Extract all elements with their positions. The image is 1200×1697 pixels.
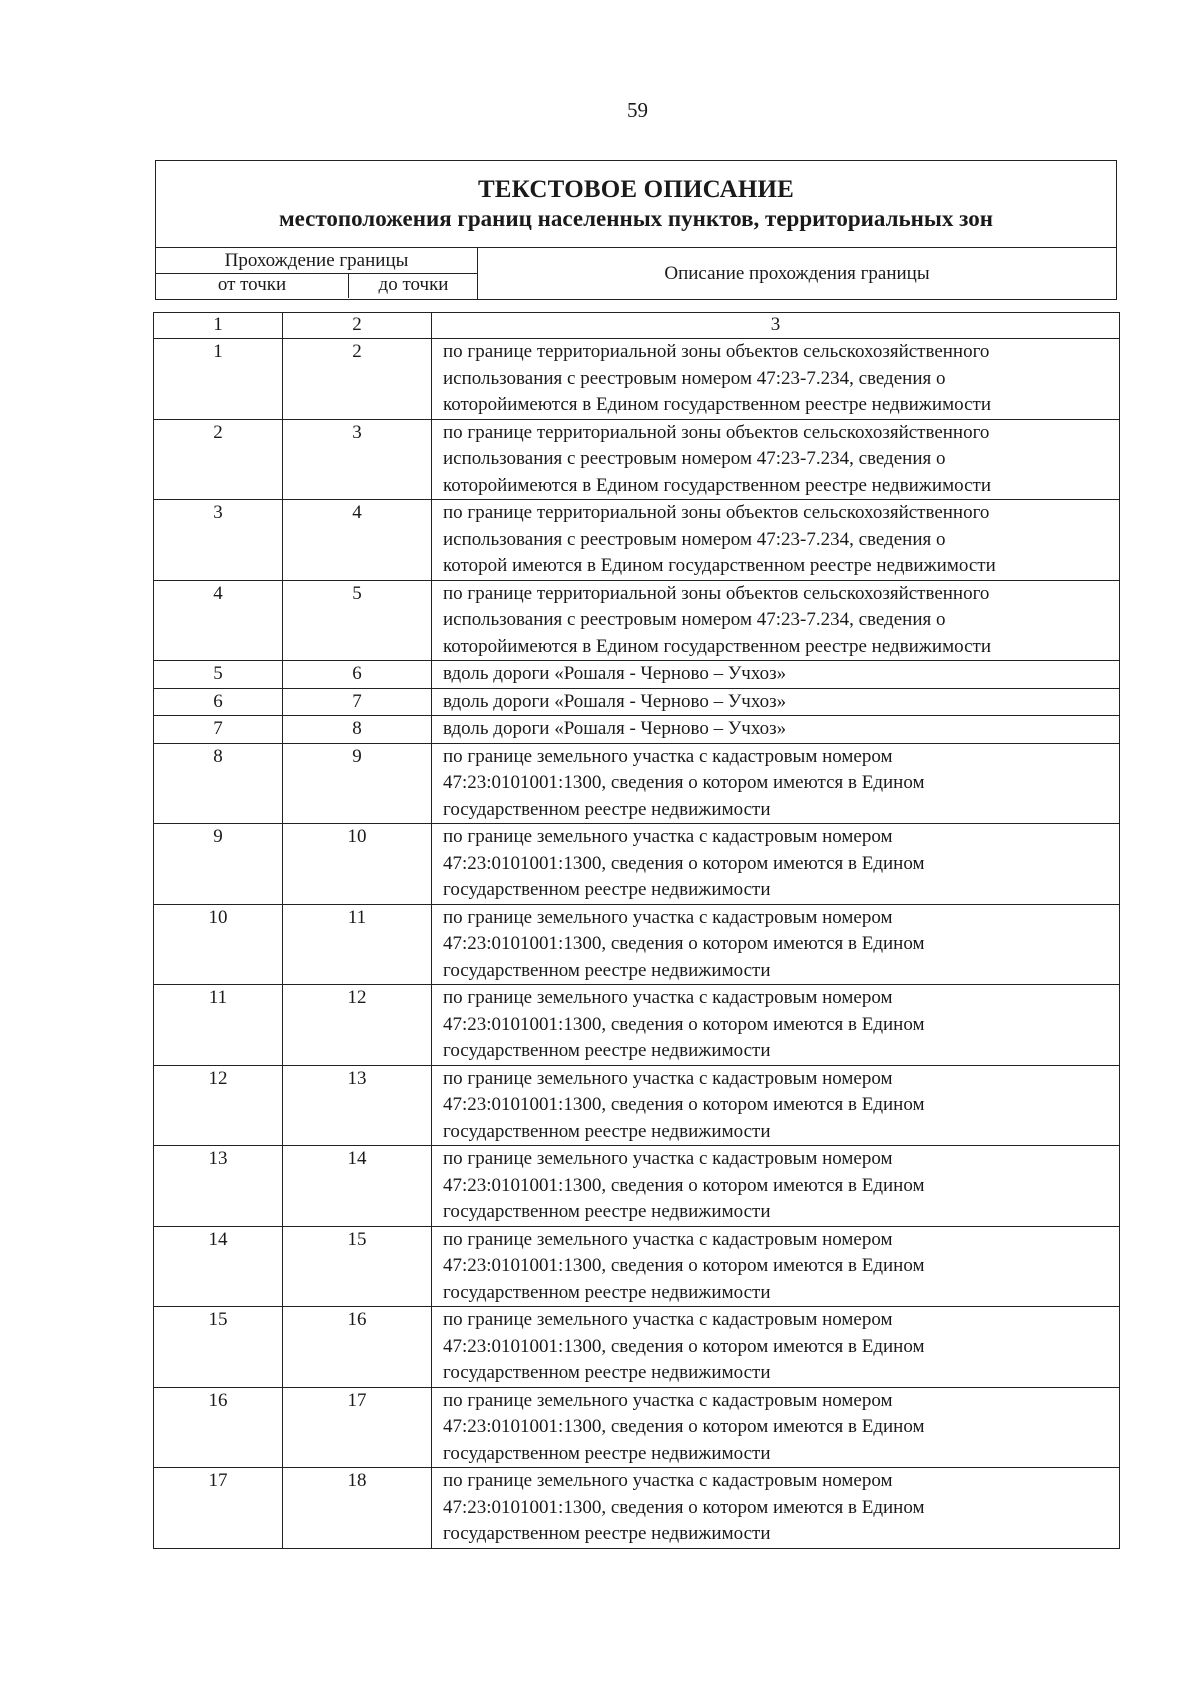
description-line: которой имеются в Едином государственном реестре недвижимости — [443, 555, 996, 576]
from-point-cell: 10 — [154, 904, 283, 985]
table-row — [154, 1065, 1120, 1146]
table-row — [154, 985, 1120, 1066]
table-row — [154, 1468, 1120, 1549]
description-line: которойимеются в Едином государственном реестре недвижимости — [443, 394, 992, 415]
table-row — [154, 500, 1120, 581]
from-point-cell: 5 — [154, 661, 283, 689]
to-point-cell: 16 — [283, 1307, 432, 1388]
page-number: 59 — [627, 98, 648, 122]
column-numbering-row — [154, 313, 1120, 339]
description-line: по границе земельного участка с кадастровым номером — [443, 987, 893, 1008]
description-line: по границе территориальной зоны объектов сельскохозяйственного — [443, 582, 990, 604]
description-line: по границе земельного участка с кадастровым номером — [443, 1228, 893, 1250]
column-number: 1 — [154, 313, 283, 339]
from-point-cell: 15 — [154, 1307, 283, 1388]
from-point-cell: 12 — [154, 1065, 283, 1146]
description-line: 47:23:0101001:1300, сведения о котором имеются в Едином — [443, 1416, 925, 1437]
to-point-cell: 2 — [283, 339, 432, 420]
description-line: по границе земельного участка с кадастровым номером — [443, 906, 893, 928]
document-subtitle: местоположения границ населенных пунктов, территориальных зон — [279, 206, 993, 231]
description-line: использования с реестровым номером 47:23-7.234, сведения о — [443, 448, 946, 469]
from-point-cell: 9 — [154, 824, 283, 905]
description-cell — [432, 985, 1120, 1066]
from-point-cell: 2 — [154, 419, 283, 500]
from-point-label: от точки — [156, 274, 349, 298]
to-point-cell: 4 — [283, 500, 432, 581]
from-point-cell: 8 — [154, 743, 283, 824]
column-number: 3 — [432, 313, 1120, 339]
to-point-label: до точки — [378, 274, 449, 295]
description-line: по границе территориальной зоны объектов сельскохозяйственного — [443, 421, 990, 443]
description-cell — [432, 716, 1120, 744]
description-line: по границе земельного участка с кадастровым номером — [443, 826, 893, 847]
description-line: по границе земельного участка с кадастровым номером — [443, 1389, 893, 1411]
description-line: 47:23:0101001:1300, сведения о котором имеются в Едином — [443, 933, 925, 954]
description-line: государственном реестре недвижимости — [443, 959, 771, 981]
description-cell — [432, 1307, 1120, 1388]
description-line: государственном реестре недвижимости — [443, 1120, 771, 1142]
column-headers — [156, 247, 1116, 299]
table-row — [154, 580, 1120, 661]
description-line: государственном реестре недвижимости — [443, 1040, 771, 1061]
to-point-cell: 10 — [283, 824, 432, 905]
description-line: вдоль дороги «Рошаля - Черново – Учхоз» — [443, 663, 787, 684]
description-cell — [432, 1468, 1120, 1549]
description-line: 47:23:0101001:1300, сведения о котором имеются в Едином — [443, 1094, 925, 1115]
description-line: по границе земельного участка с кадастровым номером — [443, 1067, 893, 1089]
description-cell — [432, 743, 1120, 824]
description-line: использования с реестровым номером 47:23-7.234, сведения о — [443, 367, 946, 389]
description-line: которойимеются в Едином государственном реестре недвижимости — [443, 635, 992, 657]
table-row — [154, 1307, 1120, 1388]
description-line: по границе территориальной зоны объектов сельскохозяйственного — [443, 341, 990, 362]
to-point-cell: 17 — [283, 1387, 432, 1468]
to-point-cell: 7 — [283, 688, 432, 716]
to-point-cell: 14 — [283, 1146, 432, 1227]
to-point-cell: 18 — [283, 1468, 432, 1549]
description-line: по границе земельного участка с кадастровым номером — [443, 1148, 893, 1169]
description-cell — [432, 1226, 1120, 1307]
description-cell — [432, 339, 1120, 420]
from-point-cell: 7 — [154, 716, 283, 744]
description-line: 47:23:0101001:1300, сведения о котором имеются в Едином — [443, 1496, 925, 1518]
description-line: 47:23:0101001:1300, сведения о котором имеются в Едином — [443, 772, 925, 793]
description-cell — [432, 661, 1120, 689]
description-line: вдоль дороги «Рошаля - Черново – Учхоз» — [443, 718, 787, 739]
description-label: Описание прохождения границы — [664, 262, 930, 284]
description-cell — [432, 580, 1120, 661]
description-line: использования с реестровым номером 47:23-7.234, сведения о — [443, 609, 946, 630]
description-line: государственном реестре недвижимости — [443, 798, 771, 820]
from-point-cell: 1 — [154, 339, 283, 420]
description-cell — [432, 500, 1120, 581]
from-point-cell: 14 — [154, 1226, 283, 1307]
table-header — [155, 160, 1117, 300]
description-line: 47:23:0101001:1300, сведения о котором имеются в Едином — [443, 1013, 925, 1035]
description-cell — [432, 824, 1120, 905]
table-row — [154, 743, 1120, 824]
description-line: использования с реестровым номером 47:23-7.234, сведения о — [443, 528, 946, 550]
description-line: государственном реестре недвижимости — [443, 1442, 771, 1464]
description-line: по границе территориальной зоны объектов сельскохозяйственного — [443, 502, 990, 523]
to-point-cell: 6 — [283, 661, 432, 689]
description-cell — [432, 1146, 1120, 1227]
description-line: по границе земельного участка с кадастровым номером — [443, 1309, 893, 1330]
description-line: по границе земельного участка с кадастровым номером — [443, 1470, 893, 1491]
description-line: государственном реестре недвижимости — [443, 1523, 771, 1544]
description-cell — [432, 904, 1120, 985]
description-line: 47:23:0101001:1300, сведения о котором имеются в Едином — [443, 852, 925, 874]
table-row — [154, 716, 1120, 744]
column-number: 2 — [283, 313, 432, 339]
table-row — [154, 339, 1120, 420]
passage-label: Прохождение границы — [156, 248, 477, 274]
description-line: 47:23:0101001:1300, сведения о котором имеются в Едином — [443, 1174, 925, 1196]
from-point-cell: 16 — [154, 1387, 283, 1468]
description-cell — [432, 688, 1120, 716]
from-point-cell: 6 — [154, 688, 283, 716]
table-row — [154, 1387, 1120, 1468]
to-point-cell: 13 — [283, 1065, 432, 1146]
description-line: 47:23:0101001:1300, сведения о котором имеются в Едином — [443, 1255, 925, 1276]
from-point-cell: 11 — [154, 985, 283, 1066]
description-cell — [432, 1387, 1120, 1468]
to-point-cell: 11 — [283, 904, 432, 985]
document-title: ТЕКСТОВОЕ ОПИСАНИЕ — [477, 176, 795, 203]
description-cell — [432, 419, 1120, 500]
description-line: вдоль дороги «Рошаля - Черново – Учхоз» — [443, 690, 787, 712]
description-line: государственном реестре недвижимости — [443, 879, 771, 900]
description-line: 47:23:0101001:1300, сведения о котором имеются в Едином — [443, 1335, 925, 1357]
table-row — [154, 824, 1120, 905]
to-point-cell: 8 — [283, 716, 432, 744]
from-point-cell: 17 — [154, 1468, 283, 1549]
passage-column-group — [156, 248, 478, 299]
to-point-cell: 15 — [283, 1226, 432, 1307]
description-line: государственном реестре недвижимости — [443, 1201, 771, 1222]
table-row — [154, 661, 1120, 689]
from-point-cell: 3 — [154, 500, 283, 581]
description-cell — [432, 1065, 1120, 1146]
table-row — [154, 1226, 1120, 1307]
table-row — [154, 1146, 1120, 1227]
table-row — [154, 904, 1120, 985]
from-point-cell: 13 — [154, 1146, 283, 1227]
description-line: государственном реестре недвижимости — [443, 1281, 771, 1303]
table-row — [154, 419, 1120, 500]
to-point-cell: 12 — [283, 985, 432, 1066]
description-line: по границе земельного участка с кадастровым номером — [443, 745, 893, 767]
to-point-cell: 5 — [283, 580, 432, 661]
description-line: государственном реестре недвижимости — [443, 1362, 771, 1383]
to-point-cell: 3 — [283, 419, 432, 500]
from-point-cell: 4 — [154, 580, 283, 661]
to-point-cell: 9 — [283, 743, 432, 824]
table-row — [154, 688, 1120, 716]
description-line: которойимеются в Едином государственном реестре недвижимости — [443, 474, 992, 496]
boundary-table — [153, 312, 1120, 1549]
